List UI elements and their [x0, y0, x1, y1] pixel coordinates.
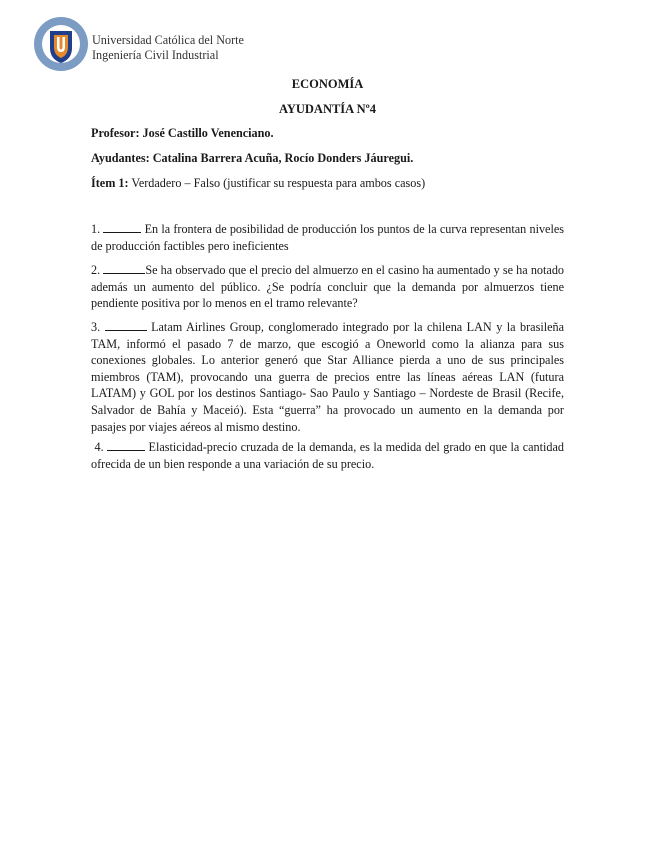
question-text: Se ha observado que el precio del almuerzo en el casino ha aumentado y se ha notado además un aumento del público. ¿Se podría concluir que la demanda por almuerzos tiene pendiente positiva por lo menos en el tramo relevante?: [91, 263, 565, 311]
question-1: [91, 221, 564, 254]
question-number: 3.: [91, 320, 101, 334]
assistants-line: Ayudantes: Catalina Barrera Acuña, Rocío Donders Jáuregui.: [91, 151, 414, 165]
question-number: 4.: [94, 440, 104, 454]
question-text: Elasticidad-precio cruzada de la demanda, es la medida del grado en que la cantidad ofrecida de un bien responde a una variación de su precio.: [91, 440, 565, 471]
question-text: En la frontera de posibilidad de producción los puntos de la curva representan niveles de producción factibles pero ineficientes: [91, 222, 565, 253]
answer-blank: [105, 320, 147, 331]
question-3: [91, 319, 564, 435]
department-name: Ingeniería Civil Industrial: [92, 48, 219, 62]
item-text: Verdadero – Falso (justificar su respuesta para ambos casos): [128, 176, 426, 190]
question-number: 2.: [91, 263, 101, 277]
item-label: Ítem 1:: [91, 176, 129, 190]
document-title: ECONOMÍA: [291, 77, 364, 91]
item-instructions: [91, 176, 564, 191]
answer-blank: [107, 440, 145, 451]
institution-block: [92, 33, 244, 63]
question-text: Latam Airlines Group, conglomerado integrado por la chilena LAN y la brasileña TAM, informó el pasado 7 de marzo, que escogió a Oneworld como la alianza para sus conexiones globales. Lo anterior generó que Star Alliance pierda a uno de sus principales miembros (TAM), provocando una guerra de precios entre las líneas aéreas LAN (futura LATAM) y GOL por los destinos Santiago- Sao Paulo y Santiago – Nordeste de Brasil (Recife, Salvador de Bahía y Maceió). Esta “guerra” ha provocado un aumento en la demanda por pasajes por viajes aéreos al mismo destino.: [91, 320, 564, 434]
answer-blank: [103, 222, 141, 233]
question-4: [91, 439, 564, 472]
answer-blank: [103, 263, 145, 274]
professor-line: Profesor: José Castillo Venenciano.: [91, 126, 274, 140]
question-2: [91, 262, 564, 312]
question-number: 1.: [91, 222, 101, 236]
university-logo: [33, 16, 89, 72]
institution-name: Universidad Católica del Norte: [92, 33, 244, 47]
document-subtitle: AYUDANTÍA Nº4: [278, 102, 377, 116]
